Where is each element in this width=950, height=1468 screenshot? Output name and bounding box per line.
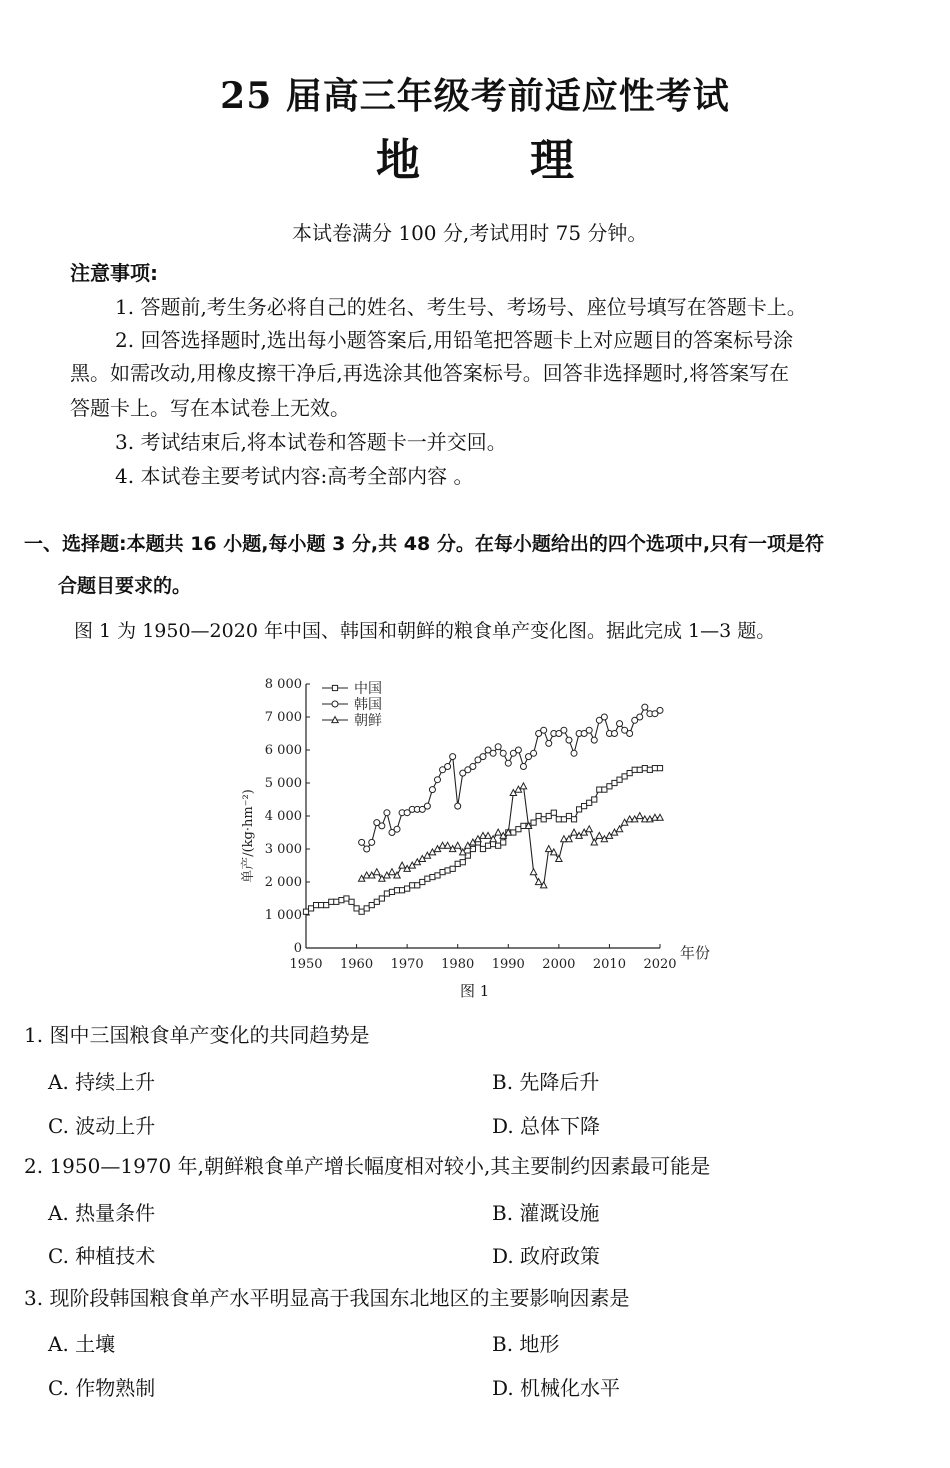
data-point-south-korea	[657, 707, 663, 713]
data-point-south-korea	[384, 810, 390, 816]
chart-legend	[322, 680, 382, 729]
q2-option-c: C. 种植技术	[48, 1244, 156, 1268]
x-tick-label: 1950	[289, 957, 323, 972]
data-point-china	[420, 879, 425, 884]
x-tick-label: 2000	[542, 957, 576, 972]
x-tick-label: 2020	[643, 957, 677, 972]
data-point-south-korea	[546, 740, 552, 746]
data-point-china	[561, 817, 566, 822]
data-point-china	[384, 891, 389, 896]
data-point-china	[617, 777, 622, 782]
y-tick-label: 1 000	[264, 908, 302, 923]
q1-stem: 1. 图中三国粮食单产变化的共同趋势是	[24, 1023, 370, 1047]
note-item-1: 1. 答题前,考生务必将自己的姓名、考生号、考场号、座位号填写在答题卡上。	[115, 295, 807, 319]
data-point-north-korea	[495, 829, 501, 835]
q2-stem: 2. 1950—1970 年,朝鲜粮食单产增长幅度相对较小,其主要制约因素最可能是	[24, 1154, 711, 1178]
q1-option-a: A. 持续上升	[48, 1070, 156, 1094]
data-point-north-korea	[586, 826, 592, 832]
data-point-south-korea	[571, 750, 577, 756]
data-point-china	[369, 903, 374, 908]
data-point-china	[329, 899, 334, 904]
x-tick-label: 1960	[340, 957, 374, 972]
data-point-china	[551, 810, 556, 815]
data-point-china	[399, 888, 404, 893]
data-point-china	[410, 883, 415, 888]
data-point-china	[319, 903, 324, 908]
chart-axes	[240, 677, 710, 972]
data-point-south-korea	[495, 744, 501, 750]
data-point-china	[430, 874, 435, 879]
data-point-china	[491, 841, 496, 846]
q1-option-c: C. 波动上升	[48, 1114, 156, 1138]
data-point-china	[303, 909, 308, 914]
data-point-china	[354, 906, 359, 911]
data-point-south-korea	[541, 727, 547, 733]
data-point-south-korea	[566, 737, 572, 743]
data-point-south-korea	[359, 839, 365, 845]
data-point-china	[389, 889, 394, 894]
data-point-china	[379, 896, 384, 901]
data-point-china	[501, 840, 506, 845]
legend-label: 中国	[354, 681, 382, 697]
data-point-china	[571, 817, 576, 822]
data-point-china	[314, 903, 319, 908]
data-point-china	[637, 767, 642, 772]
section-heading-line-1: 一、选择题:本题共 16 小题,每小题 3 分,共 48 分。在每小题给出的四个选项中,只有一项是符	[24, 533, 825, 555]
data-point-china	[647, 767, 652, 772]
data-point-china	[516, 827, 521, 832]
data-point-south-korea	[500, 750, 506, 756]
data-point-south-korea	[480, 754, 486, 760]
q1-option-d: D. 总体下降	[492, 1114, 601, 1138]
data-point-china	[622, 774, 627, 779]
data-point-china	[587, 800, 592, 805]
y-tick-label: 0	[293, 941, 302, 956]
y-tick-label: 5 000	[264, 776, 302, 791]
subject-char-2: 理	[530, 135, 574, 186]
data-point-china	[308, 906, 313, 911]
data-point-china	[405, 886, 410, 891]
data-point-china	[374, 899, 379, 904]
x-axis-label: 年份	[680, 944, 711, 962]
data-point-china	[536, 813, 541, 818]
data-point-south-korea	[637, 714, 643, 720]
subject-char-1: 地	[376, 135, 420, 186]
y-tick-label: 6 000	[264, 743, 302, 758]
data-point-north-korea	[399, 862, 405, 868]
data-point-south-korea	[490, 750, 496, 756]
notes-heading: 注意事项:	[70, 261, 158, 285]
data-point-north-korea	[571, 829, 577, 835]
data-point-china	[576, 807, 581, 812]
data-point-south-korea	[434, 777, 440, 783]
legend-marker	[332, 701, 338, 707]
x-tick-label: 1990	[491, 957, 525, 972]
legend-marker	[332, 685, 337, 690]
data-point-north-korea	[374, 869, 380, 875]
note-item-2-line-3: 答题卡上。写在本试卷上无效。	[70, 396, 350, 420]
data-point-china	[359, 909, 364, 914]
chart-series	[303, 704, 663, 914]
data-point-china	[607, 784, 612, 789]
data-point-china	[465, 853, 470, 858]
data-point-china	[394, 888, 399, 893]
data-point-north-korea	[637, 813, 643, 819]
y-tick-label: 3 000	[264, 842, 302, 857]
q2-option-a: A. 热量条件	[48, 1201, 156, 1225]
figure-intro: 图 1 为 1950—2020 年中国、韩国和朝鲜的粮食单产变化图。据此完成 1—3 题。	[74, 620, 776, 642]
q3-option-c: C. 作物熟制	[48, 1376, 156, 1400]
legend-label: 韩国	[354, 697, 382, 713]
q3-option-a: A. 土壤	[48, 1332, 116, 1356]
data-point-south-korea	[642, 704, 648, 710]
q2-option-b: B. 灌溉设施	[492, 1201, 600, 1225]
series-north-korea	[358, 783, 663, 888]
q1-option-b: B. 先降后升	[492, 1070, 600, 1094]
data-point-china	[627, 771, 632, 776]
q2-option-d: D. 政府政策	[492, 1244, 601, 1268]
data-point-south-korea	[424, 803, 430, 809]
data-point-south-korea	[379, 823, 385, 829]
data-point-south-korea	[586, 727, 592, 733]
data-point-china	[602, 787, 607, 792]
data-point-china	[460, 860, 465, 865]
data-point-south-korea	[561, 727, 567, 733]
data-point-china	[349, 899, 354, 904]
y-axis-label: 单产/(kg·hm⁻²)	[241, 789, 256, 883]
data-point-south-korea	[627, 731, 633, 737]
note-item-2-line-1: 2. 回答选择题时,选出每小题答案后,用铅笔把答题卡上对应题目的答案标号涂	[115, 328, 794, 352]
score-info: 本试卷满分 100 分,考试用时 75 分钟。	[292, 221, 648, 245]
data-point-china	[597, 787, 602, 792]
figure-caption: 图 1	[460, 982, 490, 1000]
data-point-china	[531, 820, 536, 825]
data-point-china	[324, 903, 329, 908]
data-point-china	[546, 813, 551, 818]
data-point-south-korea	[515, 747, 521, 753]
data-point-north-korea	[530, 869, 536, 875]
data-point-south-korea	[520, 764, 526, 770]
data-point-china	[657, 766, 662, 771]
data-point-china	[642, 766, 647, 771]
data-point-china	[485, 843, 490, 848]
data-point-china	[566, 813, 571, 818]
series-china	[303, 766, 662, 915]
data-point-north-korea	[520, 783, 526, 789]
data-point-china	[556, 817, 561, 822]
data-point-south-korea	[470, 764, 476, 770]
data-point-china	[455, 861, 460, 866]
data-point-china	[541, 817, 546, 822]
data-point-china	[632, 767, 637, 772]
data-point-south-korea	[505, 760, 511, 766]
note-item-4: 4. 本试卷主要考试内容:高考全部内容 。	[115, 464, 474, 488]
q3-stem: 3. 现阶段韩国粮食单产水平明显高于我国东北地区的主要影响因素是	[24, 1286, 630, 1310]
data-point-china	[496, 843, 501, 848]
data-point-south-korea	[429, 787, 435, 793]
data-point-china	[344, 896, 349, 901]
legend-label: 朝鲜	[354, 713, 382, 729]
y-tick-label: 4 000	[264, 809, 302, 824]
data-point-north-korea	[535, 879, 541, 885]
y-tick-label: 2 000	[264, 875, 302, 890]
data-point-china	[334, 899, 339, 904]
data-point-china	[425, 876, 430, 881]
q3-option-b: B. 地形	[492, 1332, 560, 1356]
data-point-china	[592, 797, 597, 802]
data-point-china	[339, 898, 344, 903]
data-point-north-korea	[546, 846, 552, 852]
data-point-south-korea	[369, 839, 375, 845]
data-point-south-korea	[611, 731, 617, 737]
exam-title: 25 届高三年级考前适应性考试	[220, 75, 730, 117]
note-item-3: 3. 考试结束后,将本试卷和答题卡一并交回。	[115, 430, 507, 454]
data-point-china	[450, 866, 455, 871]
data-point-south-korea	[450, 754, 456, 760]
data-point-china	[435, 873, 440, 878]
data-point-south-korea	[601, 714, 607, 720]
data-point-north-korea	[596, 832, 602, 838]
section-heading-line-2: 合题目要求的。	[58, 575, 192, 597]
y-tick-label: 7 000	[264, 710, 302, 725]
data-point-china	[582, 804, 587, 809]
data-point-china	[440, 870, 445, 875]
data-point-south-korea	[455, 803, 461, 809]
data-point-south-korea	[617, 721, 623, 727]
data-point-south-korea	[394, 826, 400, 832]
data-point-china	[445, 868, 450, 873]
x-tick-label: 1980	[441, 957, 475, 972]
data-point-south-korea	[445, 764, 451, 770]
data-point-south-korea	[364, 846, 370, 852]
data-point-china	[652, 766, 657, 771]
x-tick-label: 1970	[390, 957, 424, 972]
data-point-china	[480, 846, 485, 851]
data-point-south-korea	[531, 750, 537, 756]
subject-title	[0, 124, 950, 188]
note-item-2-line-2: 黑。如需改动,用橡皮擦干净后,再选涂其他答案标号。回答非选择题时,将答案写在	[70, 361, 790, 385]
data-point-china	[470, 846, 475, 851]
data-point-china	[612, 780, 617, 785]
yield-chart	[236, 668, 726, 978]
data-point-south-korea	[591, 737, 597, 743]
data-point-china	[364, 906, 369, 911]
data-point-north-korea	[455, 842, 461, 848]
y-tick-label: 8 000	[264, 677, 302, 692]
data-point-north-korea	[389, 869, 395, 875]
data-point-china	[415, 883, 420, 888]
series-line-south-korea	[362, 707, 660, 849]
q3-option-d: D. 机械化水平	[492, 1376, 621, 1400]
x-tick-label: 2010	[592, 957, 626, 972]
